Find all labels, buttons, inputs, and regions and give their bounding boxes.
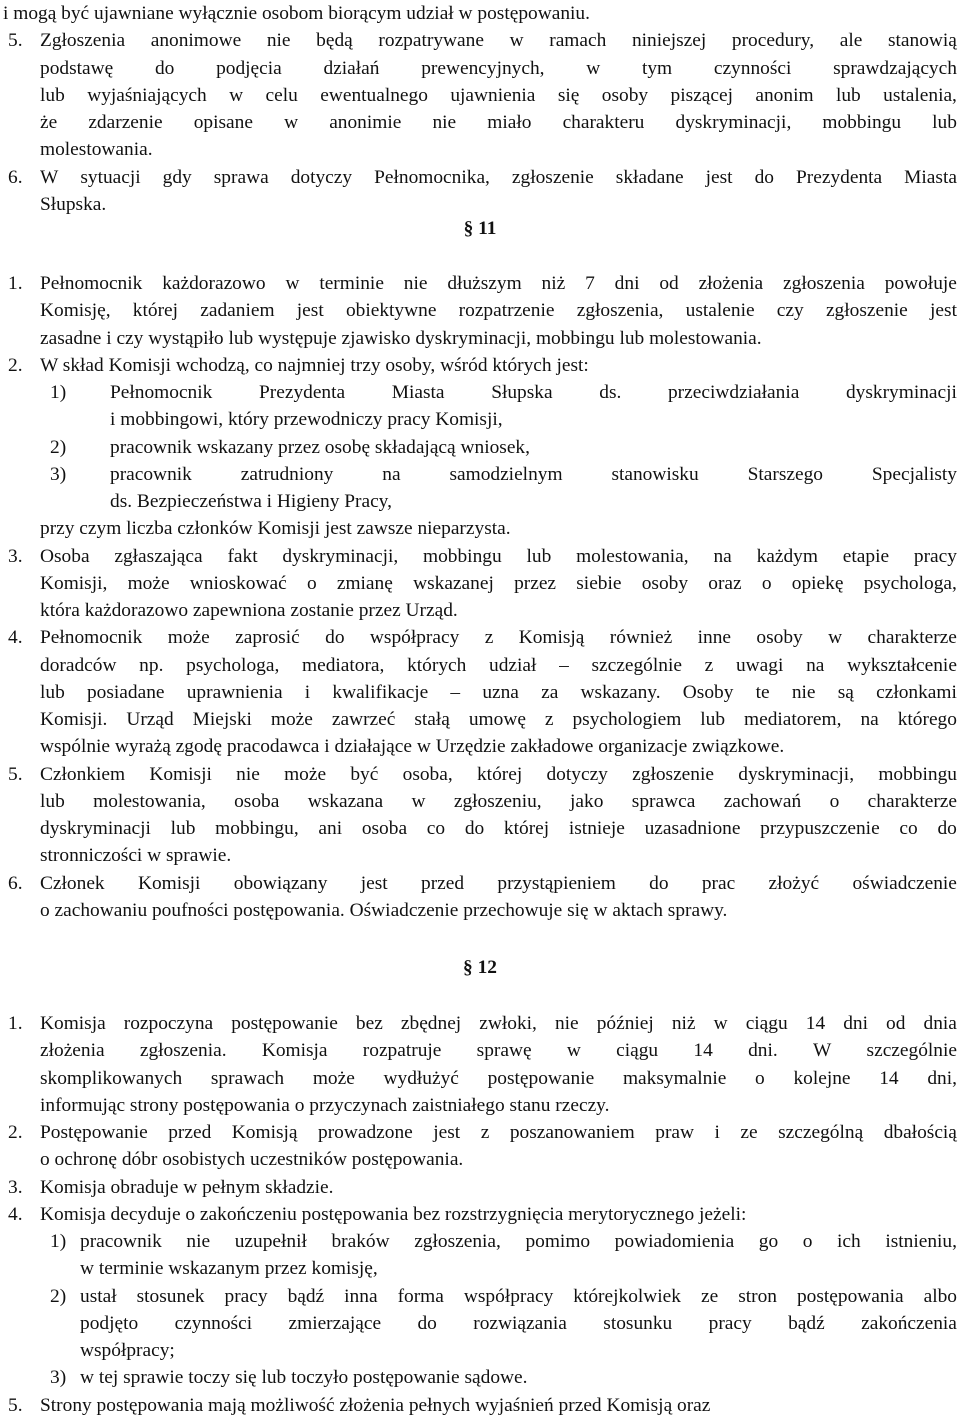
list-number: 5. [8, 763, 23, 785]
text-line: Komisja rozpoczyna postępowanie bez zbędnej zwłoki, nie później niż w ciągu 14 dni od dnia [40, 1013, 957, 1034]
text-line: Komisja decyduje o zakończeniu postępowania bez rozstrzygnięcia merytorycznego jeżeli: [40, 1203, 747, 1225]
text-line: Słupska. [40, 193, 107, 215]
text-line: ustał stosunek pracy bądź inna forma współpracy którejkolwiek ze stron postępowania albo [80, 1285, 957, 1307]
text-line: W sytuacji gdy sprawa dotyczy Pełnomocnika, zgłoszenie składane jest do Prezydenta Miasta [40, 166, 957, 188]
text-line: W skład Komisji wchodzą, co najmniej trzy osoby, wśród których jest: [40, 354, 589, 376]
text-line: Zgłoszenia anonimowe nie będą rozpatrywane w ramach niniejszej procedury, ale stanowią [40, 30, 957, 52]
list-number: 5. [8, 30, 23, 52]
list-number: 1. [8, 273, 23, 294]
text-line: informując strony postępowania o przyczynach zaistniałego stanu rzeczy. [40, 1094, 610, 1116]
text-line: Członkiem Komisji nie może być osoba, której dotyczy zgłoszenie dyskryminacji, mobbingu [40, 763, 957, 785]
text-line: o ochronę dóbr osobistych uczestników postępowania. [40, 1149, 464, 1171]
list-number: 3. [8, 1176, 23, 1198]
text-line: zasadne i czy wystąpiło lub występuje zjawisko dyskryminacji, mobbingu lub molestowania. [40, 327, 762, 349]
text-line: i mobbingowi, który przewodniczy pracy Komisji, [110, 409, 503, 431]
list-number: 3) [50, 463, 67, 485]
text-line: i mogą być ujawniane wyłącznie osobom biorącym udział w postępowaniu. [3, 3, 590, 24]
text-line: ds. Bezpieczeństwa i Higieny Pracy, [110, 491, 392, 512]
text-line: złożenia zgłoszenia. Komisja rozpatruje sprawę w ciągu 14 dni. W szczególnie [40, 1040, 957, 1062]
list-number: 6. [8, 872, 23, 894]
text-line: lub wyjaśniających w celu ewentualnego ujawnienia się osoby piszącej anonim lub ustalenia, [40, 84, 957, 106]
list-number: 3) [50, 1367, 67, 1389]
text-line: Pełnomocnik Prezydenta Miasta Słupska ds. przeciwdziałania dyskryminacji [110, 382, 957, 403]
text-line: pracownik nie uzupełnił braków zgłoszenia, pomimo powiadomienia go o ich istnieniu, [80, 1231, 957, 1252]
text-line: pracownik wskazany przez osobę składającą wniosek, [110, 436, 530, 458]
list-number: 2. [8, 354, 23, 376]
text-line: skomplikowanych sprawach może wydłużyć postępowanie maksymalnie o kolejne 14 dni, [40, 1067, 957, 1089]
text-line: Komisję, której zadaniem jest obiektywne rozpatrzenie zgłoszenia, ustalenie czy zgłoszenie jest [40, 300, 957, 322]
list-number: 4. [8, 1203, 23, 1225]
text-line: o zachowaniu poufności postępowania. Oświadczenie przechowuje się w aktach sprawy. [40, 899, 728, 921]
text-line: podstawę do podjęcia działań prewencyjnych, w tym czynności sprawdzających [40, 57, 957, 79]
list-number: 4. [8, 627, 23, 649]
text-line: Komisja obraduje w pełnym składzie. [40, 1176, 334, 1198]
text-line: Członek Komisji obowiązany jest przed przystąpieniem do prac złożyć oświadczenie [40, 872, 957, 894]
text-line: dyskryminacji lub mobbingu, ani osoba co do której istnieje uzasadnione przypuszczenie co do [40, 818, 957, 839]
text-line: doradców np. psychologa, mediatora, których udział – szczególnie z uwagi na wykształcenie [40, 654, 957, 676]
text-line: pracownik zatrudniony na samodzielnym stanowisku Starszego Specjalisty [110, 463, 957, 485]
text-line: przy czym liczba członków Komisji jest zawsze nieparzysta. [40, 518, 511, 540]
text-line: która każdorazowo zapewniona zostanie przez Urząd. [40, 600, 458, 621]
text-line: że zdarzenie opisane w anonimie nie miało charakteru dyskryminacji, mobbingu lub [40, 112, 957, 133]
text-line: podjęto czynności zmierzające do rozwiązania stosunku pracy bądź zakończenia [80, 1312, 957, 1334]
text-line: Pełnomocnik może zaprosić do współpracy z Komisją również inne osoby w charakterze [40, 627, 957, 649]
text-line: Pełnomocnik każdorazowo w terminie nie dłuższym niż 7 dni od złożenia zgłoszenia powołuje [40, 273, 957, 294]
text-line: lub posiadane uprawnienia i kwalifikacje – uzna za wskazany. Osoby te nie są członkami [40, 681, 957, 703]
text-line: wspólnie wyrażą zgodę pracodawca i działające w Urzędzie zakładowe organizacje związkowe. [40, 736, 785, 758]
text-line: lub molestowania, osoba wskazana w zgłoszeniu, jako sprawca zachowań o charakterze [40, 790, 957, 812]
text-line: w tej sprawie toczy się lub toczyło postępowanie sądowe. [80, 1367, 528, 1389]
list-number: 2. [8, 1122, 23, 1143]
text-line: Osoba zgłaszająca fakt dyskryminacji, mobbingu lub molestowania, na każdym etapie pracy [40, 545, 957, 567]
list-number: 1) [50, 382, 67, 403]
list-number: 1. [8, 1013, 23, 1034]
text-line: Komisji. Urząd Miejski może zawrzeć stałą umowę z psychologiem lub mediatorem, na którego [40, 709, 957, 730]
text-line: molestowania. [40, 139, 153, 161]
text-line: Komisji, może wnioskować o zmianę wskazanej przez siebie osoby oraz o opiekę psychologa, [40, 572, 957, 594]
text-line: Strony postępowania mają możliwość złożenia pełnych wyjaśnień przed Komisją oraz [40, 1394, 711, 1416]
list-number: 3. [8, 545, 23, 567]
text-line: Postępowanie przed Komisją prowadzone jest z poszanowaniem praw i ze szczególną dbałością [40, 1122, 957, 1143]
list-number: 2) [50, 1285, 67, 1307]
list-number: 6. [8, 166, 23, 188]
list-number: 5. [8, 1394, 23, 1416]
text-line: współpracy; [80, 1340, 175, 1361]
section-heading: § 11 [463, 218, 497, 239]
list-number: 2) [50, 436, 67, 458]
section-heading: § 12 [463, 957, 497, 978]
text-line: w terminie wskazanym przez komisję, [80, 1258, 378, 1280]
text-line: stronniczości w sprawie. [40, 845, 232, 867]
list-number: 1) [50, 1231, 67, 1252]
